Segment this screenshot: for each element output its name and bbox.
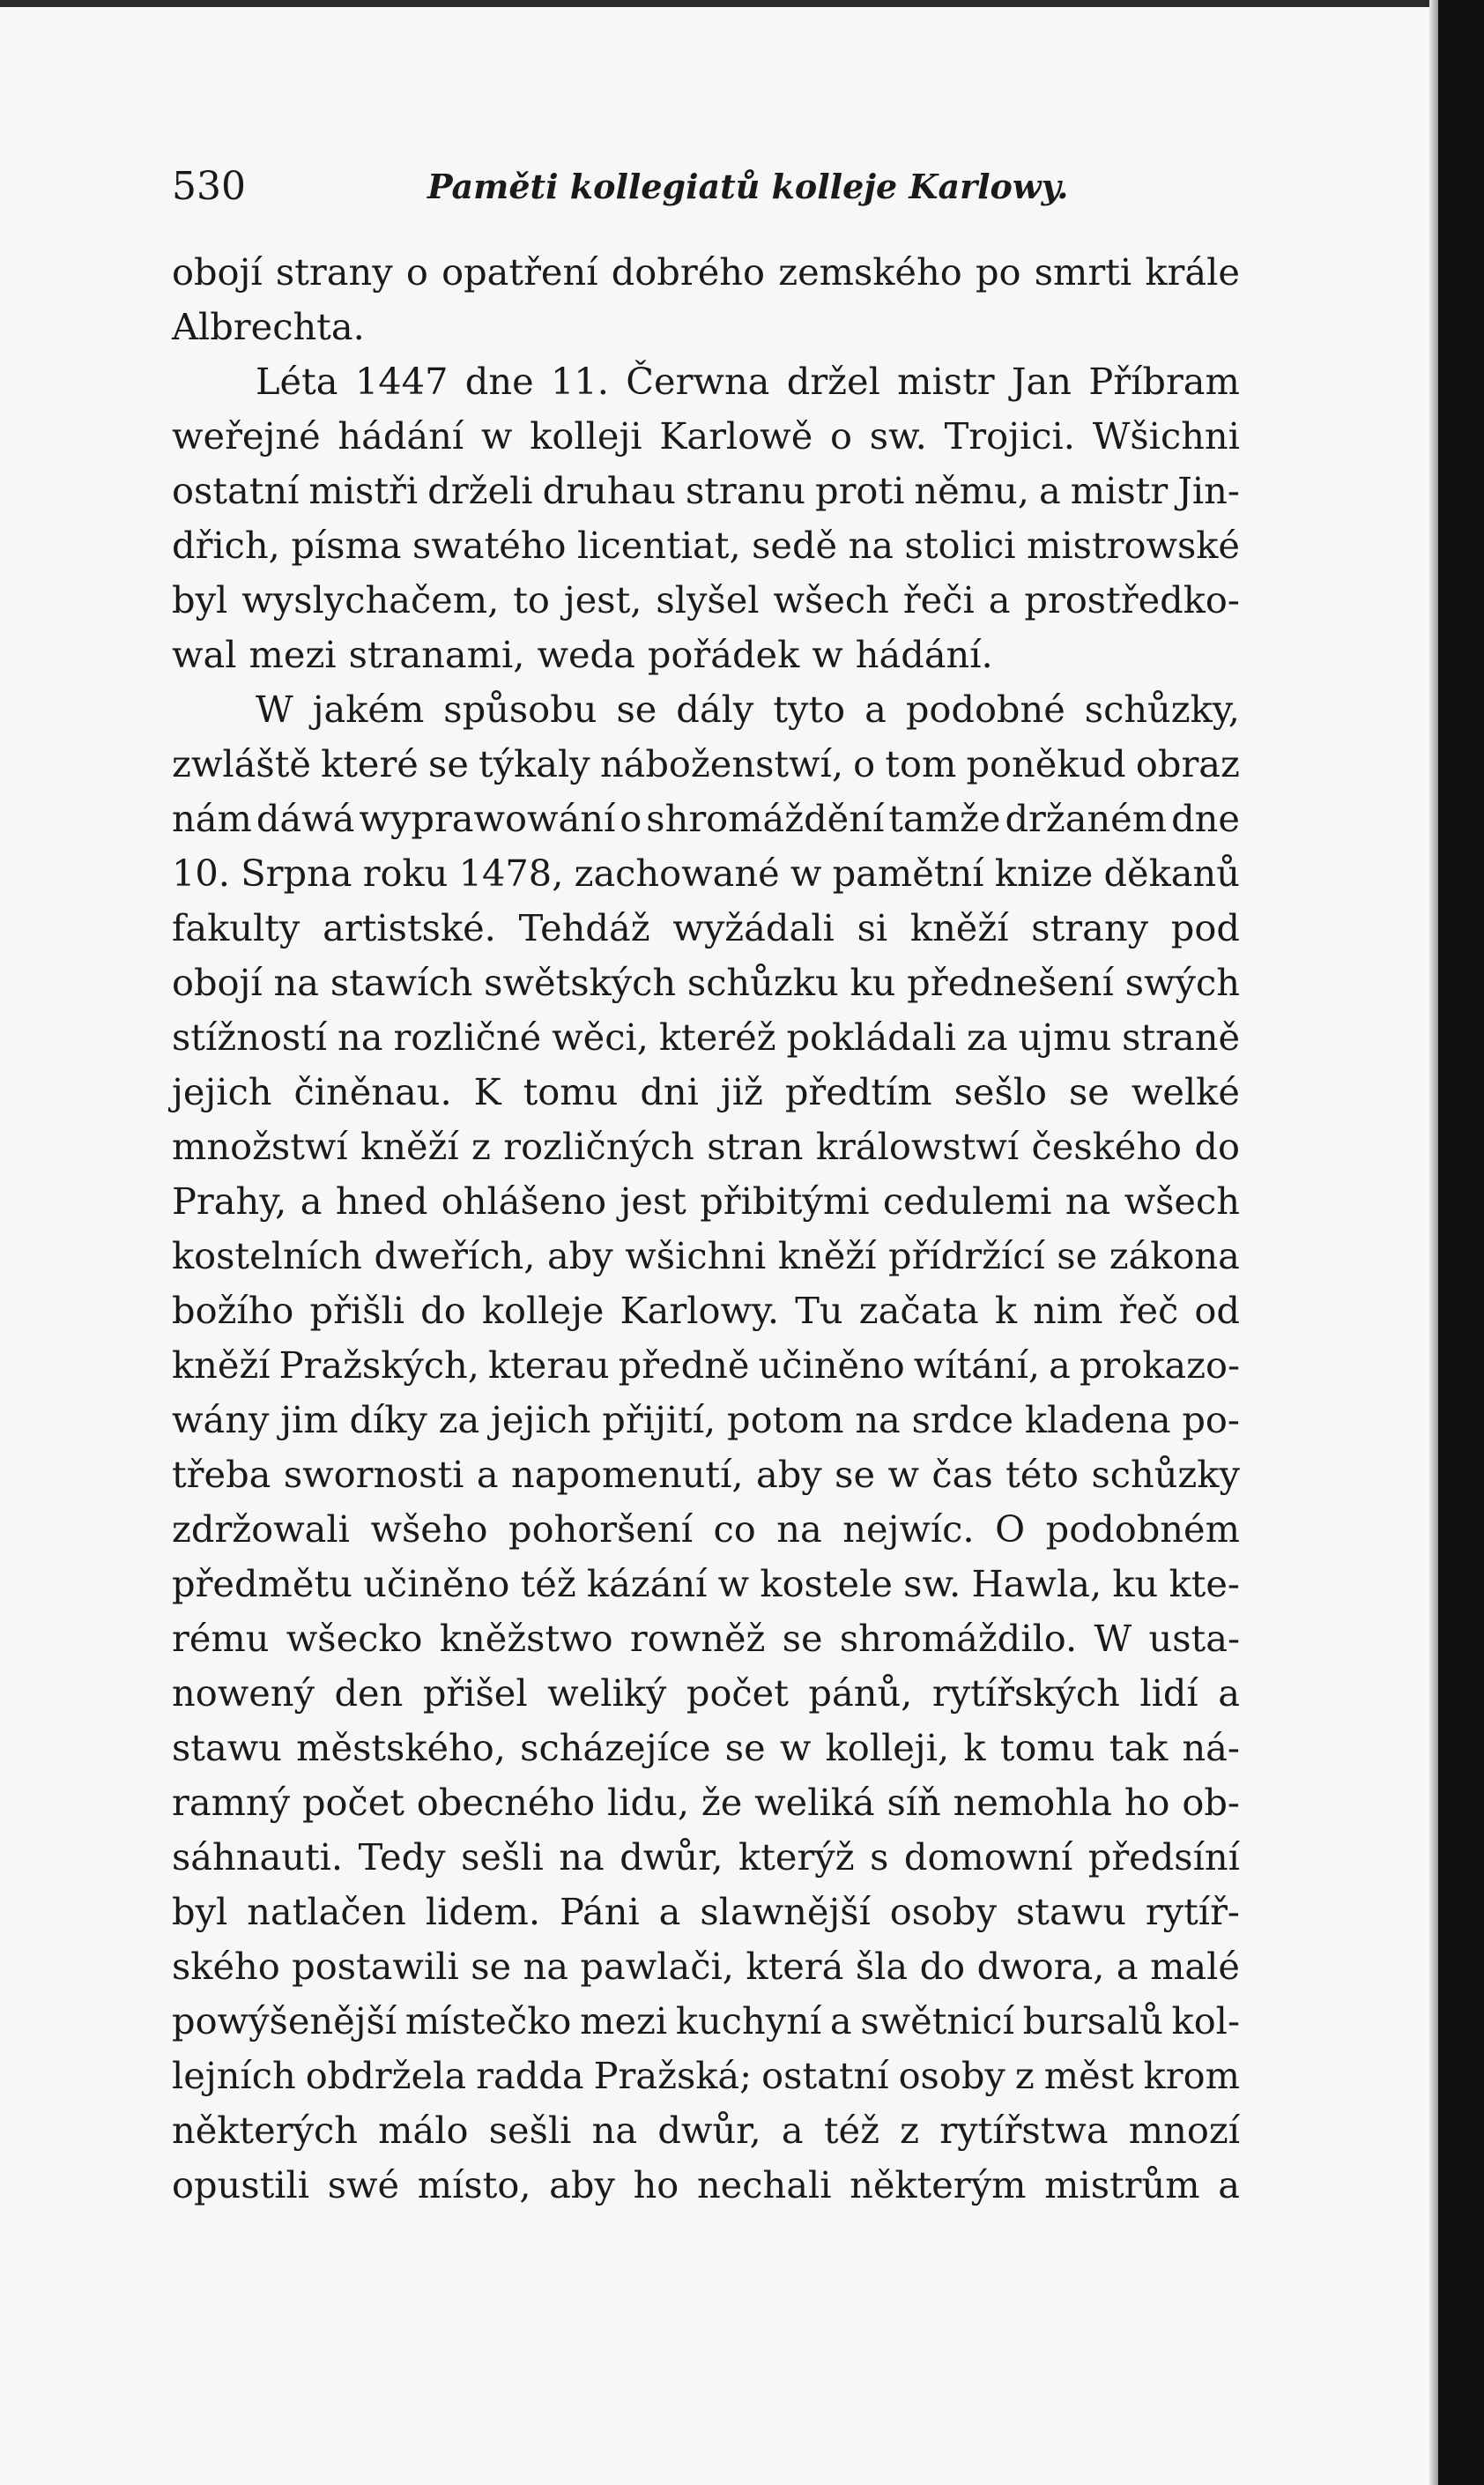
running-head	[172, 160, 1240, 213]
text-line: ostatní mistři drželi druhau stranu proti němu, a mistr Jin-	[172, 469, 1240, 512]
text-line: nám dáwá wyprawowání o shromáždění tamže držaném dne	[172, 797, 1240, 840]
text-line: obojí na stawích swětských schůzku ku přednešení swých	[172, 961, 1240, 1004]
text-line: Prahy, a hned ohlášeno jest přibitými cedulemi na wšech	[172, 1179, 1240, 1223]
text-line: zwláště které se týkaly náboženstwí, o tom poněkud obraz	[172, 742, 1240, 785]
text-line: opustili swé místo, aby ho nechali některým mistrům a	[172, 2163, 1240, 2206]
text-line: byl wyslychačem, to jest, slyšel wšech řeči a prostředko-	[172, 578, 1240, 621]
text-line: lejních obdržela radda Pražská; ostatní osoby z měst krom	[172, 2054, 1240, 2097]
text-line: kněží Pražských, kterau předně učiněno wítání, a prokazo-	[172, 1343, 1240, 1387]
text-line: sáhnauti. Tedy sešli na dwůr, kterýž s domowní předsíní	[172, 1835, 1240, 1879]
page-gutter-shadow	[1429, 0, 1438, 2485]
text-line: 10. Srpna roku 1478, zachowané w pamětní knize děkanů	[172, 852, 1240, 895]
text-line: množstwí kněží z rozličných stran králowstwí českého do	[172, 1125, 1240, 1168]
text-line: Albrechta.	[172, 305, 365, 348]
text-line: ského postawili se na pawlači, která šla do dwora, a malé	[172, 1945, 1240, 1988]
text-line: ramný počet obecného lidu, že weliká síň nemohla ho ob-	[172, 1781, 1240, 1824]
text-line: wal mezi stranami, weda pořádek w hádání.	[172, 633, 993, 676]
text-line: dřich, písma swatého licentiat, sedě na stolici mistrowské	[172, 524, 1240, 567]
text-line: obojí strany o opatření dobrého zemského po smrti krále	[172, 250, 1240, 294]
text-line: powýšenější místečko mezi kuchyní a swětnicí bursalů kol-	[172, 1999, 1240, 2042]
text-line: rému wšecko kněžstwo rowněž se shromáždilo. W usta-	[172, 1617, 1240, 1660]
text-line: wány jim díky za jejich přijití, potom na srdce kladena po-	[172, 1398, 1240, 1441]
text-line: weřejné hádání w kolleji Karlowě o sw. Trojici. Wšichni	[172, 414, 1240, 458]
text-line: nowený den přišel weliký počet pánů, rytířských lidí a	[172, 1671, 1240, 1715]
text-line: byl natlačen lidem. Páni a slawnější osoby stawu rytíř-	[172, 1890, 1240, 1933]
text-line: stížností na rozličné wěci, kteréž pokládali za ujmu straně	[172, 1016, 1240, 1059]
text-line: třeba swornosti a napomenutí, aby se w čas této schůzky	[172, 1453, 1240, 1496]
text-line: W jakém spůsobu se dály tyto a podobné schůzky,	[256, 688, 1240, 731]
running-title: Paměti kollegiatů kolleje Karlowy.	[427, 167, 1069, 206]
text-line: fakulty artistské. Tehdáž wyžádali si kněží strany pod	[172, 906, 1240, 949]
book-binding-edge	[1438, 0, 1484, 2485]
page-number: 530	[172, 164, 246, 209]
text-line: božího přišli do kolleje Karlowy. Tu začata k nim řeč od	[172, 1289, 1240, 1332]
text-line: zdržowali wšeho pohoršení co na nejwíc. O podobném	[172, 1507, 1240, 1551]
body-text	[172, 245, 1240, 2213]
text-line: předmětu učiněno též kázání w kostele sw. Hawla, ku kte-	[172, 1562, 1240, 1605]
text-line: jejich činěnau. K tomu dni již předtím sešlo se welké	[172, 1070, 1240, 1113]
text-line: kostelních dweřích, aby wšichni kněží přídržící se zákona	[172, 1234, 1240, 1277]
text-line: Léta 1447 dne 11. Čerwna držel mistr Jan Příbram	[256, 360, 1240, 403]
text-line: některých málo sešli na dwůr, a též z rytířstwa mnozí	[172, 2109, 1240, 2152]
text-line: stawu městského, scházejíce se w kolleji, k tomu tak ná-	[172, 1726, 1240, 1769]
